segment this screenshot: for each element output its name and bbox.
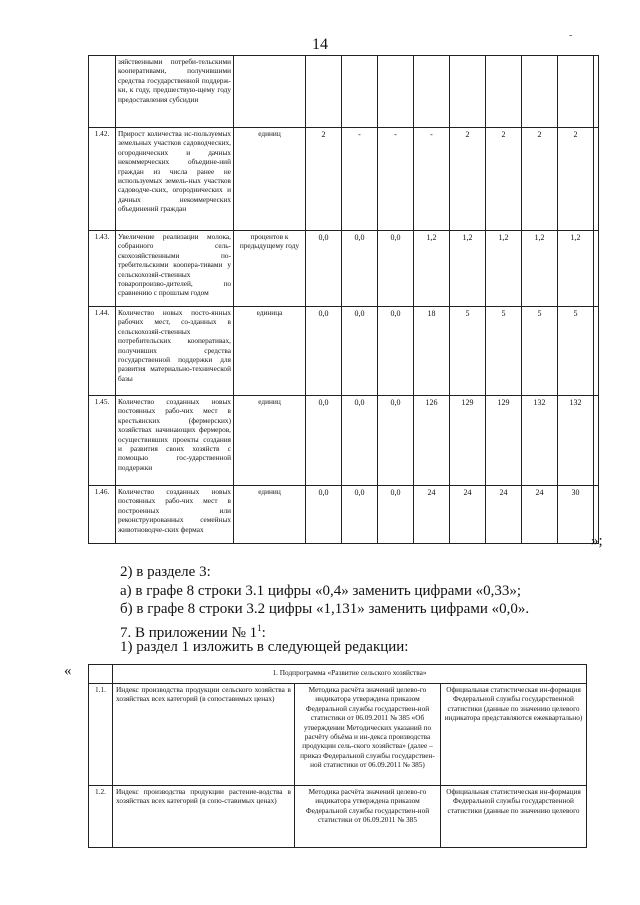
value-cell: 24	[486, 486, 522, 544]
value-cell: 24	[522, 486, 558, 544]
indicator-description: Количество созданных новых постоянных рабо-чих мест в построенных или реконструированных семейных животноводче-ских фермах	[116, 486, 234, 544]
value-cell: 2	[306, 128, 342, 231]
closing-quote: »;	[591, 533, 603, 549]
calculation-method: Методика расчёта значений целево-го индикатора утверждена приказом Федеральной службы государствен-ной статистики от 06.09.2011 № 385 «Об утверждении Методических указаний по расчёту объёма и ин-декса производства продукции сель-ского хозяйства» (далее – приказ Федеральной службы государствен-ной статистики от 06.09.2011 № 385)	[295, 684, 441, 786]
unit-cell: единиц	[234, 396, 306, 486]
value-cell: 129	[486, 396, 522, 486]
value-cell	[486, 56, 522, 128]
value-cell: 0,0	[306, 396, 342, 486]
value-cell	[522, 56, 558, 128]
value-cell: -	[378, 128, 414, 231]
value-cell: 5	[450, 307, 486, 396]
value-cell: 126	[414, 396, 450, 486]
paragraph-item-b: б) в графе 8 строки 3.2 цифры «1,131» заменить цифрами «0,0».	[120, 601, 530, 617]
indicator-description: зяйственными потреби-тельскими кооперативами, получившими средства государственной поддерж-ки, к году, предшествую-щему году предоставления субсидии	[116, 56, 234, 128]
calculation-method: Методика расчёта значений целево-го индикатора утверждена приказом Федеральной службы государствен-ной статистики от 06.09.2011 № 385	[295, 786, 441, 848]
value-cell: 2	[486, 128, 522, 231]
value-cell	[342, 56, 378, 128]
table-row	[89, 231, 599, 307]
indicator-description: Количество созданных новых постоянных рабо-чих мест в крестьянских (фермерских) хозяйствах начинающих фермеров, осуществивших проекты создания и развития своих хозяйств с помощью гос-ударственной поддержки	[116, 396, 234, 486]
value-cell: 0,0	[342, 486, 378, 544]
paragraph-section3: 2) в разделе 3:	[120, 564, 211, 580]
value-cell: 24	[414, 486, 450, 544]
value-cell: 0,0	[342, 307, 378, 396]
indicator-description: Увеличение реализации молока, собранного сель-скохозяйственными по-требительскими коопера-тивами у сельскохозяй-ственных товаропроизво-дителей, по сравнению с прошлым годом	[116, 231, 234, 307]
value-cell	[306, 56, 342, 128]
indicator-name: Индекс производства продукции сельского хозяйства в хозяйствах всех категорий (в сопоставимых ценах)	[113, 684, 295, 786]
value-cell	[594, 128, 599, 231]
value-cell: 0,0	[306, 486, 342, 544]
appendix-superscript: 1	[257, 623, 262, 633]
value-cell: 132	[522, 396, 558, 486]
value-cell: 1,2	[522, 231, 558, 307]
value-cell: 0,0	[342, 231, 378, 307]
unit-cell: единиц	[234, 486, 306, 544]
opening-quote: «	[64, 663, 72, 679]
corner-mark: -	[569, 30, 573, 41]
unit-cell: единица	[234, 307, 306, 396]
value-cell: 0,0	[306, 231, 342, 307]
page-number: 14	[312, 36, 328, 53]
value-cell: 2	[522, 128, 558, 231]
value-cell	[594, 396, 599, 486]
methodology-table	[88, 664, 587, 848]
table-row	[89, 786, 587, 848]
value-cell: 0,0	[378, 231, 414, 307]
value-cell: 24	[450, 486, 486, 544]
value-cell	[594, 56, 599, 128]
row-number: 1.42.	[89, 128, 116, 231]
indicator-description: Количество новых посто-янных рабочих мест, со-зданных в сельскохозяй-ственных потребительских кооперативах, получивших средства государственной поддержки для развития материально-технической базы	[116, 307, 234, 396]
value-cell	[594, 231, 599, 307]
indicators-table	[88, 55, 599, 544]
unit-cell: единиц	[234, 128, 306, 231]
row-number: 1.44.	[89, 307, 116, 396]
value-cell: 1,2	[486, 231, 522, 307]
value-cell	[558, 56, 594, 128]
table-row	[89, 56, 599, 128]
value-cell	[378, 56, 414, 128]
value-cell: 1,2	[450, 231, 486, 307]
value-cell	[414, 56, 450, 128]
value-cell: 0,0	[378, 486, 414, 544]
row-number	[89, 56, 116, 128]
indicator-name: Индекс производства продукции растение-водства в хозяйствах всех категорий (в сопо-ставимых ценах)	[113, 786, 295, 848]
row-number: 1.2.	[89, 786, 113, 848]
value-cell: -	[414, 128, 450, 231]
appendix-colon: :	[261, 625, 266, 641]
row-number: 1.45.	[89, 396, 116, 486]
value-cell: 0,0	[306, 307, 342, 396]
table-row	[89, 486, 599, 544]
value-cell	[594, 307, 599, 396]
table-row	[89, 128, 599, 231]
value-cell: 18	[414, 307, 450, 396]
row-number: 1.1.	[89, 684, 113, 786]
header-spacer	[89, 665, 113, 684]
unit-cell	[234, 56, 306, 128]
table-row	[89, 684, 587, 786]
row-number: 1.46.	[89, 486, 116, 544]
value-cell: 0,0	[378, 396, 414, 486]
indicator-description: Прирост количества ис-пользуемых земельных участков садоводческих, огороднических и дачных некоммерческих объедине-ний граждан из числа ранее не используемых земель-ных участков садоводче-ских, огороднических и дачных некоммерческих объединений граждан	[116, 128, 234, 231]
value-cell: 30	[558, 486, 594, 544]
value-cell: 0,0	[378, 307, 414, 396]
table-row	[89, 307, 599, 396]
data-source: Официальная статистическая ин-формация Федеральной службы государственной статистики (данные по значению целевого	[441, 786, 587, 848]
data-source: Официальная статистическая ин-формация Федеральной службы государственной статистики (данные по значению целевого индикатора представляются ежеквартально)	[441, 684, 587, 786]
value-cell: 5	[522, 307, 558, 396]
value-cell: 5	[558, 307, 594, 396]
paragraph-item-a: а) в графе 8 строки 3.1 цифры «0,4» заменить цифрами «0,33»;	[120, 583, 522, 599]
value-cell: 129	[450, 396, 486, 486]
value-cell: 132	[558, 396, 594, 486]
value-cell: -	[342, 128, 378, 231]
row-number: 1.43.	[89, 231, 116, 307]
value-cell	[450, 56, 486, 128]
subprogram-header: 1. Подпрограмма «Развитие сельского хозяйства»	[113, 665, 587, 684]
unit-cell: процентов к предыдущему году	[234, 231, 306, 307]
appendix-text: 7. В приложении № 1	[120, 625, 258, 641]
table-row	[89, 396, 599, 486]
value-cell: 1,2	[558, 231, 594, 307]
value-cell: 0,0	[342, 396, 378, 486]
value-cell: 1,2	[414, 231, 450, 307]
value-cell: 5	[486, 307, 522, 396]
value-cell: 2	[558, 128, 594, 231]
value-cell: 2	[450, 128, 486, 231]
paragraph-section1: 1) раздел 1 изложить в следующей редакции:	[120, 639, 409, 655]
